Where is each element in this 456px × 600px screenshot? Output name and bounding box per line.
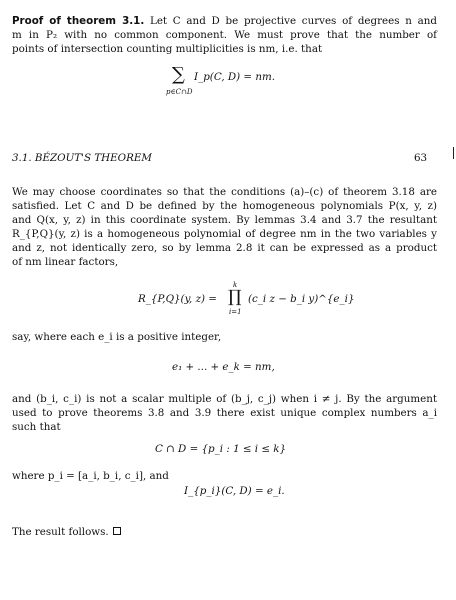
where-line: where p_i = [a_i, b_i, c_i], and	[12, 470, 169, 482]
product-lower-limit: i=1	[229, 308, 242, 316]
body-line-1: We may choose coordinates so that the conditions (a)–(c) of theorem 3.18 are	[12, 186, 437, 198]
proof-line-3: points of intersection counting multiplicities is nm, i.e. that	[12, 43, 323, 55]
qed-square-icon	[113, 527, 121, 535]
conclusion-line	[12, 525, 437, 539]
body-line-6: of nm linear factors,	[12, 256, 119, 268]
conclusion-text: The result follows.	[12, 526, 109, 538]
proof-line-2: m in P₂ with no common component. We must prove that the number of	[12, 29, 437, 41]
body-line-8: used to prove theorems 3.8 and 3.9 there exist unique complex numbers a_i	[12, 407, 437, 419]
body-line-5: and z, not identically zero, so by lemma 2.8 it can be expressed as a product	[12, 242, 437, 254]
body-line-3: and Q(x, y, z) in this coordinate system. By lemmas 3.4 and 3.7 the resultant	[12, 214, 437, 226]
proof-line-1-text: Let C and D be projective curves of degrees n and	[144, 15, 437, 27]
intersection-set: C ∩ D = {p_i : 1 ≤ i ≤ k}	[155, 443, 287, 455]
product-symbol: ∏	[228, 287, 242, 307]
body-line-9: such that	[12, 421, 61, 433]
body-line-4: R_{P,Q}(y, z) is a homogeneous polynomial of degree nm in the two variables y	[12, 228, 437, 240]
product-upper-limit: k	[233, 281, 238, 289]
multiplicity-equation: I_{p_i}(C, D) = e_i.	[184, 485, 285, 497]
page-edge-mark	[453, 147, 454, 159]
body-line-7: and (b_i, c_i) is not a scalar multiple of (b_j, c_j) when i ≠ j. By the argument	[12, 393, 437, 405]
sum-symbol: ∑	[172, 64, 185, 85]
exponent-sum: e₁ + ... + e_k = nm,	[172, 361, 275, 373]
sum-expression: I_p(C, D) = nm.	[194, 71, 275, 83]
page-number: 63	[414, 152, 428, 164]
proof-line-1	[12, 14, 437, 28]
running-header-title: 3.1. BÉZOUT'S THEOREM	[12, 152, 152, 164]
proof-label: Proof of theorem 3.1.	[12, 15, 145, 27]
resultant-lhs: R_{P,Q}(y, z) =	[138, 293, 217, 305]
product-factor: (c_i z − b_i y)^{e_i}	[248, 293, 355, 305]
sum-subscript: p∈C∩D	[166, 88, 193, 96]
body-line-2: satisfied. Let C and D be defined by the homogeneous polynomials P(x, y, z)	[12, 200, 437, 212]
say-line: say, where each e_i is a positive integer,	[12, 331, 222, 343]
